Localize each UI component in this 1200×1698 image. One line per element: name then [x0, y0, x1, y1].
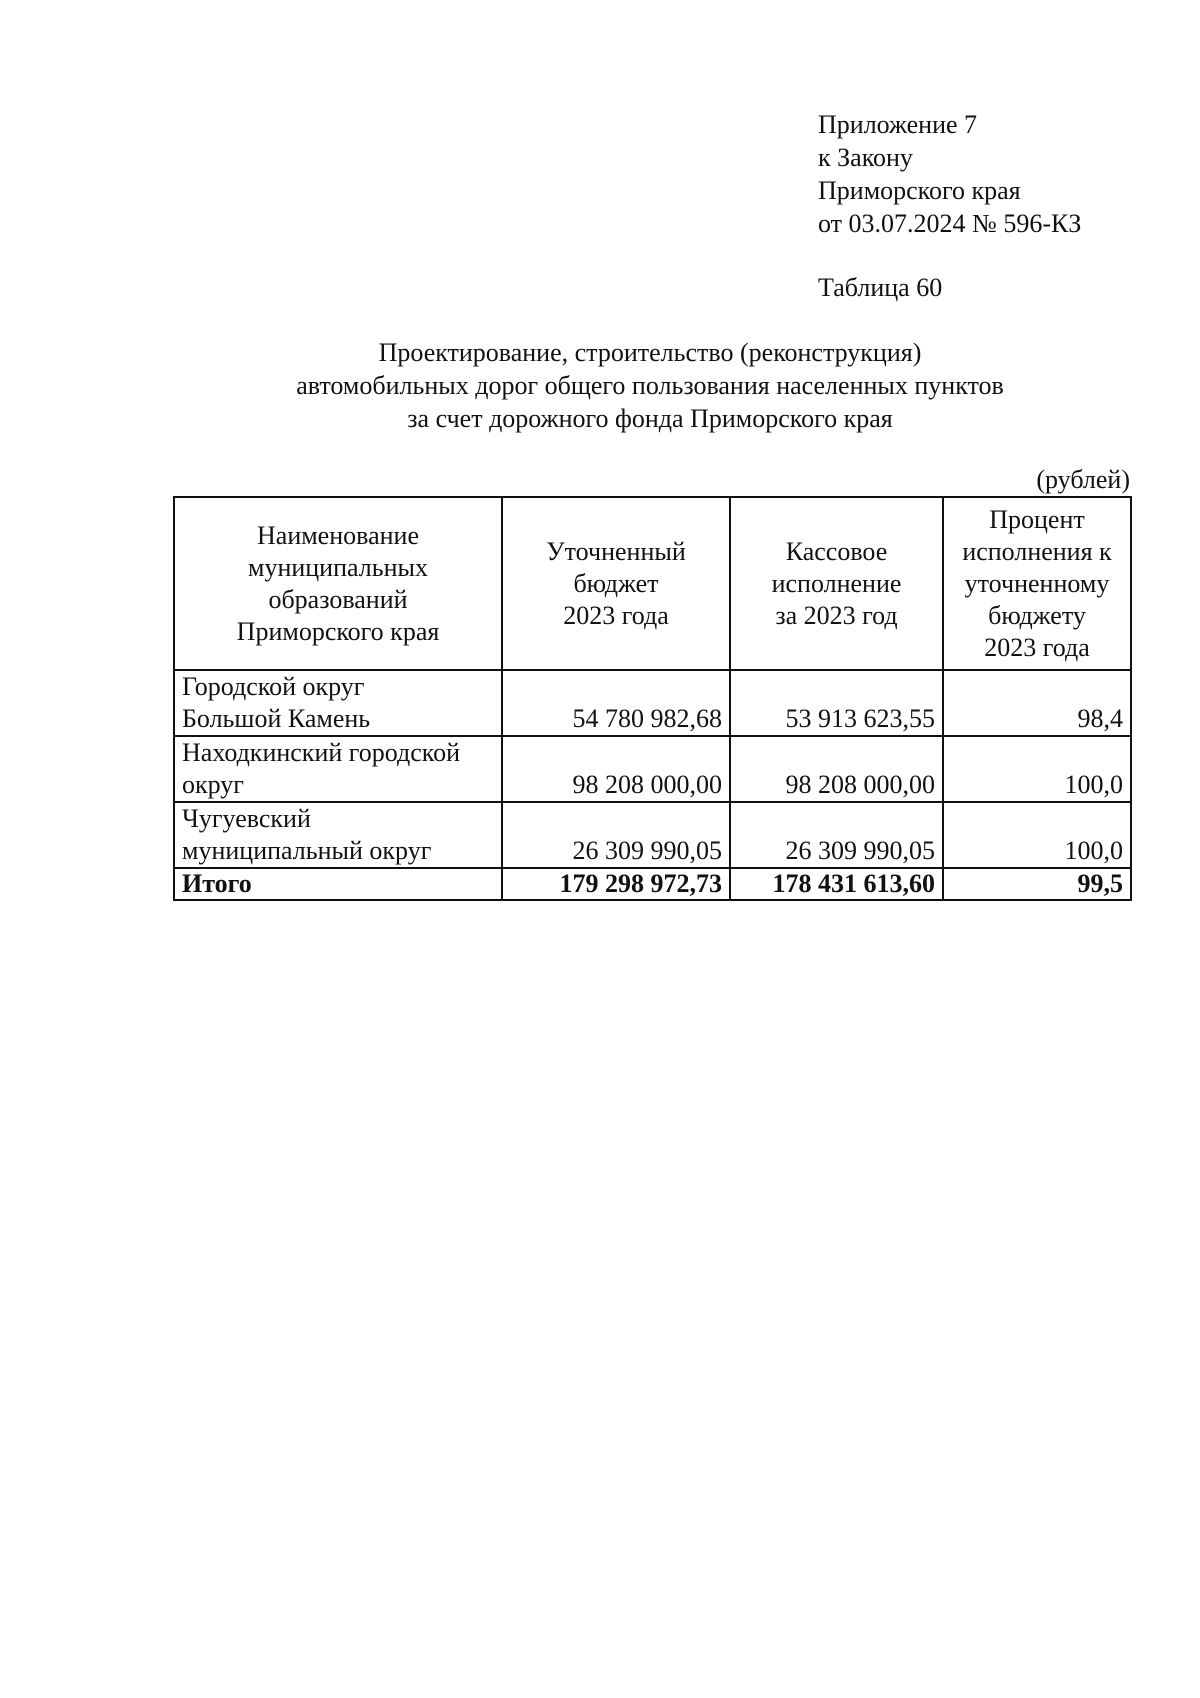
budget-table: [173, 496, 1132, 901]
header-budget: Уточненный бюджет 2023 года: [502, 497, 730, 670]
appendix-line: Приморского края: [818, 176, 1021, 205]
table-number: Таблица 60: [818, 273, 943, 302]
appendix-block: [818, 108, 1081, 240]
cell-budget: 98 208 000,00: [502, 736, 730, 802]
document-title: [160, 336, 1140, 435]
title-line: автомобильных дорог общего пользования населенных пунктов: [296, 371, 1004, 400]
cell-municipality: Городской округ Большой Камень: [174, 670, 502, 736]
cell-total-execution: 178 431 613,60: [730, 868, 943, 900]
table-row: [174, 736, 1131, 802]
cell-execution: 98 208 000,00: [730, 736, 943, 802]
table-row: [174, 802, 1131, 868]
title-line: Проектирование, строительство (реконструкция): [378, 338, 922, 367]
cell-execution: 53 913 623,55: [730, 670, 943, 736]
table-header-row: [174, 497, 1131, 670]
header-execution: Кассовое исполнение за 2023 год: [730, 497, 943, 670]
cell-municipality: Находкинский городской округ: [174, 736, 502, 802]
cell-budget: 54 780 982,68: [502, 670, 730, 736]
cell-total-label: Итого: [174, 868, 502, 900]
title-line: за счет дорожного фонда Приморского края: [407, 404, 893, 433]
cell-percent: 100,0: [943, 736, 1131, 802]
cell-municipality: Чугуевский муниципальный округ: [174, 802, 502, 868]
table-row: [174, 670, 1131, 736]
header-percent: Процент исполнения к уточненному бюджету 2023 года: [943, 497, 1131, 670]
cell-budget: 26 309 990,05: [502, 802, 730, 868]
header-municipality: Наименование муниципальных образований Приморского края: [174, 497, 502, 670]
table-total-row: [174, 868, 1131, 900]
cell-percent: 100,0: [943, 802, 1131, 868]
appendix-line: к Закону: [818, 143, 913, 172]
cell-percent: 98,4: [943, 670, 1131, 736]
units-label: (рублей): [1036, 465, 1130, 494]
cell-total-budget: 179 298 972,73: [502, 868, 730, 900]
appendix-line: Приложение 7: [818, 110, 978, 139]
cell-execution: 26 309 990,05: [730, 802, 943, 868]
cell-total-percent: 99,5: [943, 868, 1131, 900]
appendix-line: от 03.07.2024 № 596-КЗ: [818, 209, 1082, 238]
